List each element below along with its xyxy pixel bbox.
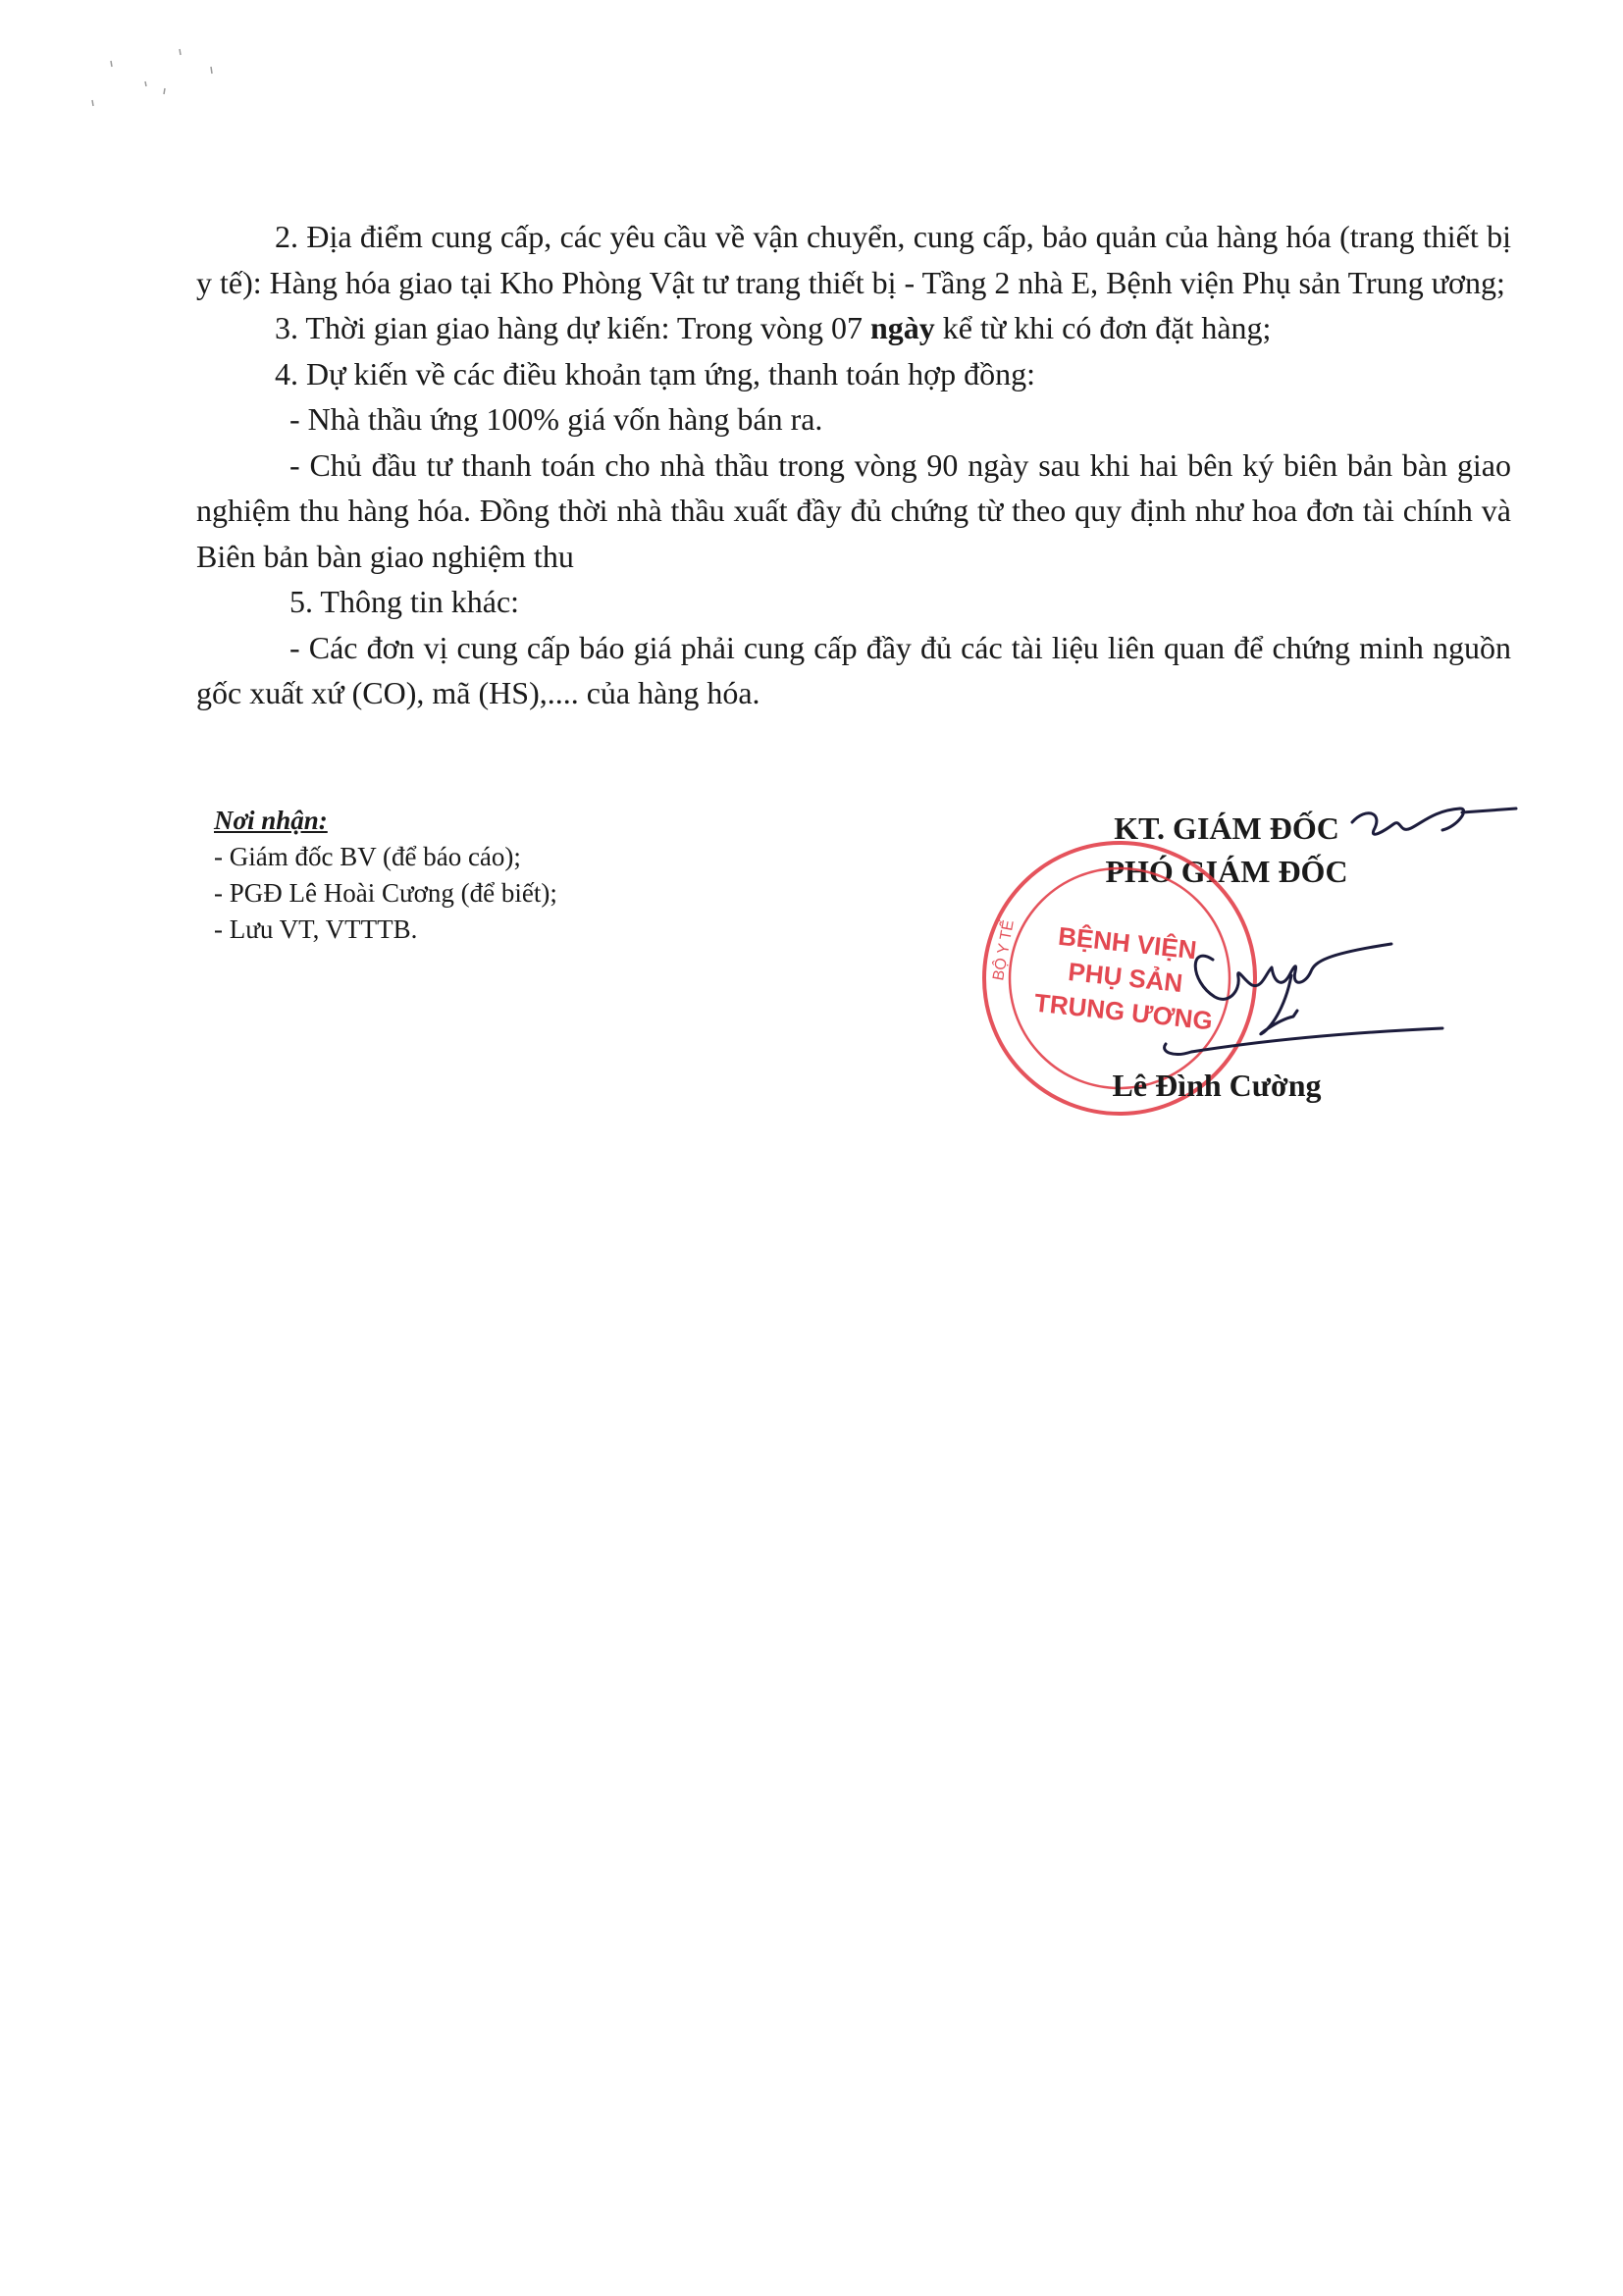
svg-text:TRUNG ƯƠNG: TRUNG ƯƠNG [1032, 987, 1215, 1036]
paragraph-advance: - Nhà thầu ứng 100% giá vốn hàng bán ra. [289, 401, 823, 437]
svg-text:BỘ Y TẾ: BỘ Y TẾ [990, 918, 1018, 982]
recipient-item: - Giám đốc BV (để báo cáo); [214, 842, 521, 871]
paragraph-payment: - Chủ đầu tư thanh toán cho nhà thầu trong vòng 90 ngày sau khi hai bên ký biên bản bàn giao nghiệm thu hàng hóa. Đồng thời nhà thầu xuất đầy đủ chứng từ theo quy định như hoa đơn tài chính và Biên bản bàn giao nghiệm thu [196, 446, 1511, 574]
recipients-block [214, 803, 557, 948]
signature-title-line2: PHÓ GIÁM ĐỐC [1105, 854, 1348, 889]
body-text [196, 214, 1511, 716]
paragraph-documents: - Các đơn vị cung cấp báo giá phải cung cấp đầy đủ các tài liệu liên quan để chứng minh nguồn gốc xuất xứ (CO), mã (HS),.... của hàng hóa. [196, 629, 1511, 710]
svg-text:BỆNH VIỆN: BỆNH VIỆN [1056, 920, 1198, 965]
signer-name: Lê Đình Cường [1112, 1068, 1322, 1103]
recipient-item: - Lưu VT, VTTTB. [214, 914, 418, 944]
recipient-item: - PGĐ Lê Hoài Cương (để biết); [214, 878, 557, 908]
delivery-time-text-after: kể từ khi có đơn đặt hàng; [934, 310, 1272, 345]
signature-title-line1: KT. GIÁM ĐỐC [1114, 810, 1339, 846]
scan-specks [0, 0, 294, 147]
paragraph-delivery-time [196, 305, 1511, 351]
recipients-title: Nơi nhận: [214, 806, 328, 835]
paragraph-delivery-location: 2. Địa điểm cung cấp, các yêu cầu về vận chuyển, cung cấp, bảo quản của hàng hóa (trang thiết bị y tế): Hàng hóa giao tại Kho Phòng Vật tư trang thiết bị - Tầng 2 nhà E, Bệnh viện Phụ sản Trung ương; [196, 219, 1511, 300]
delivery-time-bold: ngày [870, 310, 935, 345]
paragraph-other-info: 5. Thông tin khác: [289, 584, 520, 619]
paragraph-payment-terms: 4. Dự kiến về các điều khoản tạm ứng, thanh toán hợp đồng: [275, 355, 1035, 391]
delivery-time-text: 3. Thời gian giao hàng dự kiến: Trong vòng 07 [275, 310, 870, 345]
svg-text:PHỤ SẢN: PHỤ SẢN [1067, 957, 1184, 999]
